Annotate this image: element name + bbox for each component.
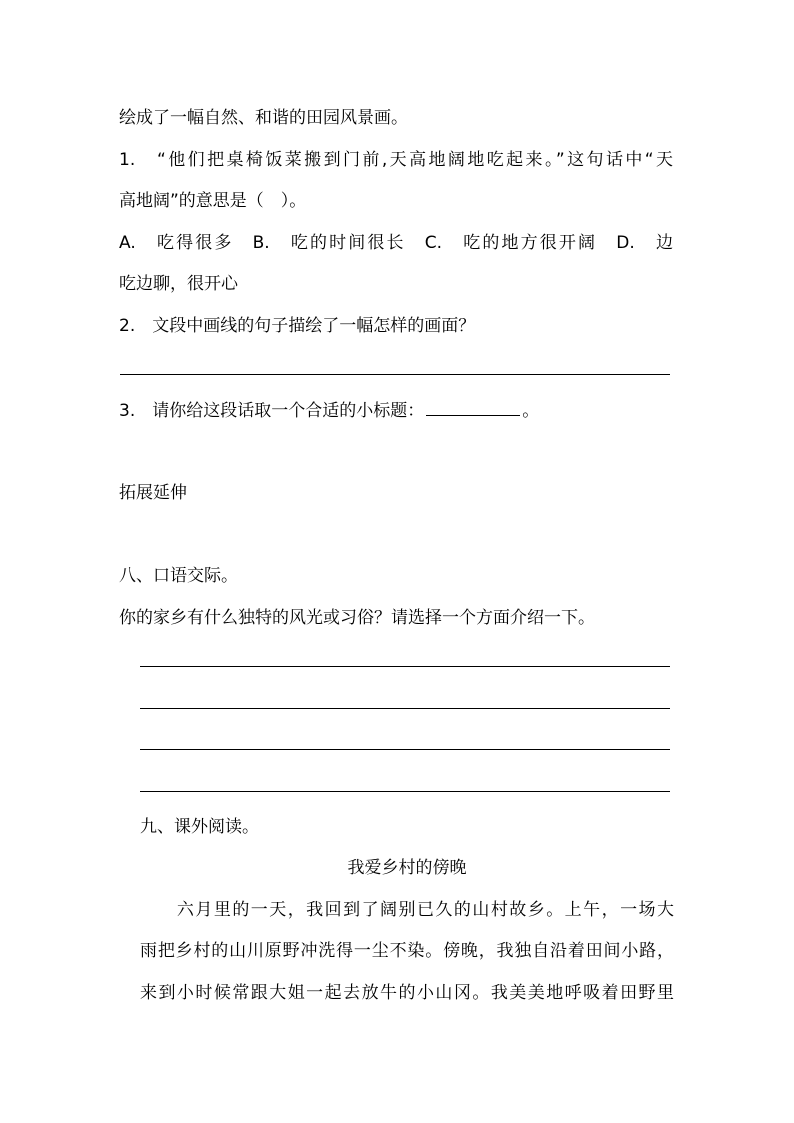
question-1-options-line-1: A. 吃得很多 B. 吃的时间很长 C. 吃的地方很开阔 D. 边 xyxy=(119,233,673,253)
question-3-text: 3. 请你给这段话取一个合适的小标题： xyxy=(119,401,425,421)
question-1-line-1: 1. “他们把桌椅饭菜搬到门前,天高地阔地吃起来。”这句话中“天 xyxy=(119,150,673,170)
extension-heading: 拓展延伸 xyxy=(119,483,187,503)
question-1-line-2: 高地阔”的意思是（ ）。 xyxy=(119,191,307,211)
reading-paragraph-line-3: 来到小时候常跟大姐一起去放牛的小山冈。我美美地呼吸着田野里 xyxy=(140,983,674,1003)
question-2-text: 2. 文段中画线的句子描绘了一幅怎样的画面？ xyxy=(119,316,476,336)
section-9-heading: 九、课外阅读。 xyxy=(140,817,259,837)
question-3-end-mark: 。 xyxy=(522,401,540,421)
question-1-options-line-2: 吃边聊，很开心 xyxy=(119,274,238,294)
question-3 xyxy=(119,398,539,423)
answer-line-1[interactable] xyxy=(140,666,670,667)
reading-title: 我爱乡村的傍晚 xyxy=(347,858,467,878)
section-8-prompt: 你的家乡有什么独特的风光或习俗？请选择一个方面介绍一下。 xyxy=(119,608,595,628)
answer-line-2[interactable] xyxy=(140,708,670,709)
answer-line-4[interactable] xyxy=(140,791,670,792)
reading-paragraph-line-2: 雨把乡村的山川原野冲洗得一尘不染。傍晚，我独自沿着田间小路， xyxy=(140,941,674,961)
section-8-heading: 八、口语交际。 xyxy=(119,566,238,586)
answer-line-3[interactable] xyxy=(140,749,670,750)
question-3-answer-blank[interactable] xyxy=(426,398,520,416)
reading-paragraph-line-1: 六月里的一天，我回到了阔别已久的山村故乡。上午，一场大 xyxy=(140,900,674,920)
question-2-answer-line[interactable] xyxy=(120,374,670,375)
passage-closing-line: 绘成了一幅自然、和谐的田园风景画。 xyxy=(119,108,408,128)
